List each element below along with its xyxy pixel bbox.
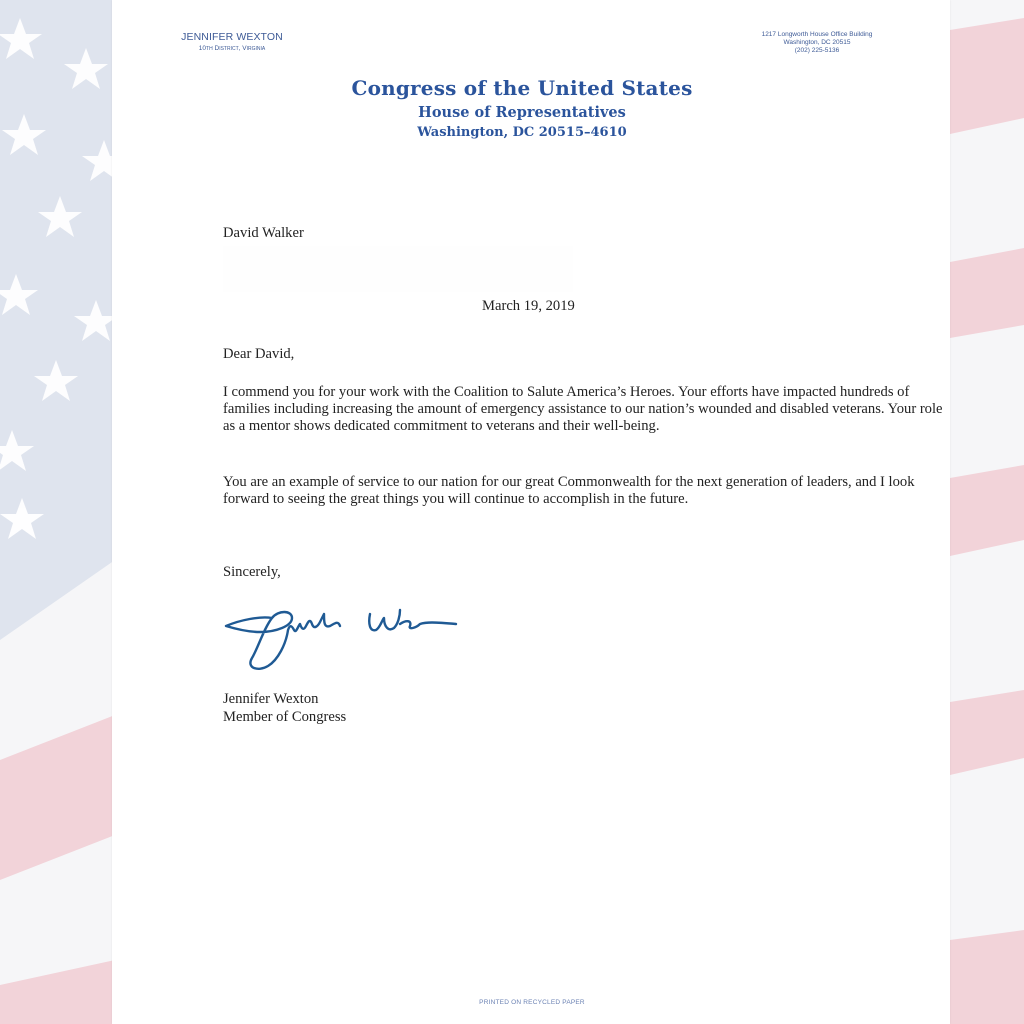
body-paragraph: I commend you for your work with the Coalition to Salute America’s Heroes. Your efforts have impacted hundreds of families including increasing the amount of emergency assistance to our nation’s wounded and disabled veterans. Your role as a mentor shows dedicated commitment to veterans and their well-being. bbox=[223, 384, 943, 434]
flag-stripe bbox=[950, 248, 1024, 338]
letterhead-title bbox=[312, 76, 732, 140]
house-title: House of Representatives bbox=[418, 104, 626, 121]
signer-title: Member of Congress bbox=[223, 709, 347, 725]
member-name: JENNIFER WEXTON bbox=[181, 31, 283, 43]
washington-address: Washington, DC 20515–4610 bbox=[417, 125, 627, 140]
member-district: 10th District, Virginia bbox=[198, 45, 266, 52]
body-paragraph: You are an example of service to our nation for our great Commonwealth for the next generation of leaders, and I look forward to seeing the great things you will continue to accomplish in the future. bbox=[223, 474, 915, 507]
recipient-name: David Walker bbox=[223, 225, 304, 241]
salutation: Dear David, bbox=[223, 346, 295, 362]
signer-name: Jennifer Wexton bbox=[223, 691, 319, 707]
flag-stripe bbox=[950, 18, 1024, 134]
closing: Sincerely, bbox=[223, 564, 281, 580]
recycled-paper-footer: PRINTED ON RECYCLED PAPER bbox=[479, 999, 585, 1006]
office-address-line1: 1217 Longworth House Office Building bbox=[761, 31, 873, 38]
letter-date: March 19, 2019 bbox=[482, 298, 575, 314]
letterhead-office-address bbox=[722, 31, 912, 55]
office-phone: (202) 225-5136 bbox=[794, 47, 840, 54]
flag-stripe bbox=[950, 930, 1024, 1024]
handwritten-signature bbox=[220, 596, 460, 676]
flag-stripe bbox=[950, 465, 1024, 556]
letter-paper bbox=[112, 0, 950, 1024]
letterhead-member bbox=[172, 31, 292, 52]
congress-title: Congress of the United States bbox=[351, 76, 693, 100]
redacted-address bbox=[223, 246, 573, 292]
office-address-line2: Washington, DC 20515 bbox=[783, 39, 851, 46]
